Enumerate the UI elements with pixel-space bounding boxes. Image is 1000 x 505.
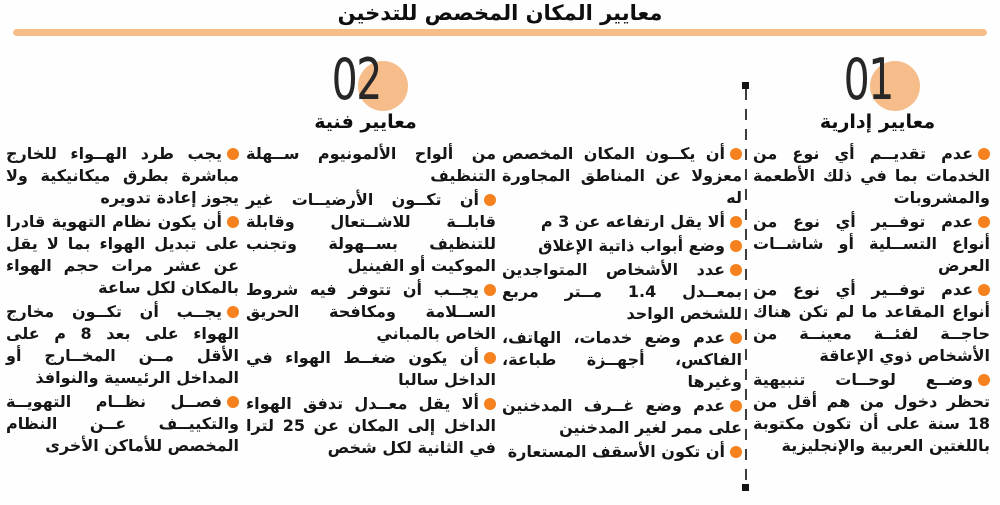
bullet-icon	[227, 396, 239, 408]
section-heading: معايير فنية	[314, 111, 417, 133]
list-item-continuation	[246, 143, 496, 187]
section-number: 02	[331, 47, 381, 113]
list-item	[753, 279, 990, 367]
list-item-text: يجــب أن تكــون مخارج الهواء على بعد 8 م على الأقل مــن المخــارج أو المداخل الرئيسية والنوافذ	[6, 302, 240, 387]
list-item-text: أن تكون الأسقف المستعارة	[507, 442, 725, 461]
list-item	[753, 143, 990, 209]
list-item	[502, 143, 742, 209]
list-item	[753, 369, 990, 457]
list-item-text: أن يكــون المكان المخصص معزولا عن المناطق المجاورة له	[502, 144, 742, 207]
list-item	[246, 279, 496, 345]
bullet-icon	[730, 216, 742, 228]
list-item	[6, 391, 239, 457]
bullet-icon	[227, 148, 239, 160]
bullet-icon	[227, 306, 239, 318]
list-item-text: ألا يقل ارتفاعه عن 3 م	[540, 212, 725, 231]
list-item	[6, 211, 239, 299]
bullet-icon	[978, 374, 990, 386]
list-item	[753, 211, 990, 277]
section-admin-header	[765, 47, 990, 133]
section-number: 01	[843, 47, 893, 113]
technical-criteria-column-3	[6, 143, 239, 459]
bullet-icon	[484, 398, 496, 410]
bullet-icon	[978, 216, 990, 228]
bullet-icon	[730, 332, 742, 344]
list-item	[246, 393, 496, 459]
list-item-text: عدم وضع غــرف المدخنين على ممر لغير المدخنين	[502, 396, 742, 437]
list-item	[502, 259, 742, 325]
list-item-text: عدم وضع خدمات، الهاتف، الفاكس، أجهــزة طباعة، وغيرها	[502, 328, 742, 391]
admin-criteria-list	[753, 143, 990, 459]
list-item	[502, 211, 742, 233]
list-item-text: أن تكــون الأرضيــات غير قابلــة للاشــتعال وقابلة للتنظيف بســهولة وتجنب الموكيت أو الفينيل	[246, 190, 496, 275]
bullet-icon	[730, 446, 742, 458]
list-item-text: عدد الأشخاص المتواجدين بمعــدل 1.4 مــتر مربع للشخص الواحد	[502, 260, 742, 323]
list-item	[502, 235, 742, 257]
divider-end-dot	[742, 82, 749, 89]
bullet-icon	[227, 216, 239, 228]
page-title: معايير المكان المخصص للتدخين	[337, 1, 663, 25]
list-item-text: عدم توفــير أي نوع من أنواع التســلية أو شاشــات العرض	[753, 212, 990, 275]
section-number-badge	[843, 47, 903, 113]
divider-end-dot	[742, 484, 749, 491]
bullet-icon	[978, 284, 990, 296]
bullet-icon	[978, 148, 990, 160]
section-number-badge	[331, 47, 391, 113]
list-item-text: عدم تقديــم أي نوع من الخدمات بما في ذلك الأطعمة والمشروبات	[753, 144, 990, 207]
section-technical-header	[258, 47, 473, 133]
technical-criteria-column-2	[246, 143, 496, 461]
bullet-icon	[484, 284, 496, 296]
list-item	[502, 327, 742, 393]
list-item-text: يجب طرد الهــواء للخارج مباشرة بطرق ميكانيكية ولا يجوز إعادة تدويره	[6, 144, 239, 207]
bullet-icon	[730, 264, 742, 276]
list-item-text: يجــب أن تتوفر فيه شروط الســلامة ومكافحة الحريق الخاص بالمباني	[246, 280, 496, 343]
list-item-text: عدم توفــير أي نوع من أنواع المقاعد ما لم تكن هناك حاجــة لفئــة معينــة من الأشخاص ذوي الإعاقة	[753, 280, 990, 365]
list-item	[6, 143, 239, 209]
list-item-text: فصــل نظــام التهويــة والتكييــف عــن النظام المخصص للأماكن الأخرى	[6, 392, 239, 455]
section-divider	[745, 89, 747, 483]
list-item-text: وضع أبواب ذاتية الإغلاق	[538, 236, 725, 255]
bullet-icon	[730, 148, 742, 160]
list-item-text: ألا يقل معــدل تدفق الهواء الداخل إلى المكان عن 25 لترا في الثانية لكل شخص	[246, 394, 496, 457]
title-underline-decoration	[13, 29, 987, 36]
list-item	[246, 347, 496, 391]
technical-criteria-column-1	[502, 143, 742, 465]
list-item	[246, 189, 496, 277]
list-item-text: وضــع لوحــات تنبيهية تحظر دخول من هم أقل من 18 سنة على أن تكون مكتوبة باللغتين العربية والإنجليزية	[753, 370, 990, 455]
bullet-icon	[730, 240, 742, 252]
bullet-icon	[484, 194, 496, 206]
section-heading: معايير إدارية	[819, 111, 936, 133]
list-item-text: أن يكون نظام التهوية قادرا على تبديل الهواء بما لا يقل عن عشر مرات حجم الهواء بالمكان لكل ساعة	[6, 212, 239, 297]
list-item	[502, 395, 742, 439]
bullet-icon	[730, 400, 742, 412]
bullet-icon	[484, 352, 496, 364]
list-item	[502, 441, 742, 463]
list-item	[6, 301, 239, 389]
list-item-text: أن يكون ضغــط الهواء في الداخل سالبا	[246, 348, 496, 389]
list-item-text: من ألواح الألمونيوم ســهلة التنظيف	[246, 144, 496, 185]
